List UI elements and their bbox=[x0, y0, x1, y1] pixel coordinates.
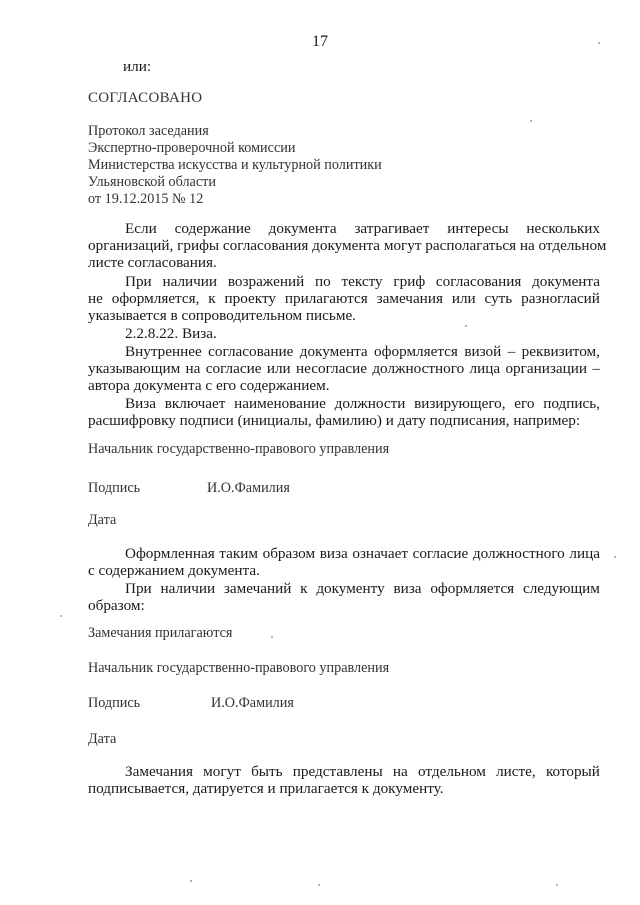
scan-speck bbox=[530, 120, 532, 122]
scan-speck bbox=[614, 556, 616, 558]
scan-speck bbox=[271, 636, 273, 638]
paragraph-3-line-1: Внутреннее согласование документа оформляется визой – реквизитом, bbox=[125, 343, 600, 360]
section-heading: 2.2.8.22. Виза. bbox=[125, 325, 217, 342]
example-1-signature-label: Подпись bbox=[88, 480, 141, 496]
scan-speck bbox=[598, 42, 600, 44]
example-2-signer-name: И.О.Фамилия bbox=[211, 695, 294, 711]
example-1-signer-name: И.О.Фамилия bbox=[207, 480, 290, 496]
paragraph-3-line-2: указывающим на согласие или несогласие должностного лица организации – bbox=[88, 360, 600, 377]
or-label: или: bbox=[123, 58, 152, 75]
example-2-signature-label: Подпись bbox=[88, 695, 141, 711]
approval-stamp-header: СОГЛАСОВАНО bbox=[88, 90, 203, 106]
scan-speck bbox=[556, 884, 558, 886]
paragraph-1-line-3: листе согласования. bbox=[88, 254, 217, 271]
protocol-line-1: Протокол заседания bbox=[88, 123, 209, 139]
paragraph-4-line-1: Виза включает наименование должности визирующего, его подпись, bbox=[125, 395, 600, 412]
scan-speck bbox=[318, 884, 320, 886]
paragraph-7-line-1: Замечания могут быть представлены на отдельном листе, который bbox=[125, 763, 600, 780]
example-2-date-label: Дата bbox=[88, 731, 117, 747]
scan-speck bbox=[465, 325, 467, 327]
protocol-line-4: Ульяновской области bbox=[88, 174, 216, 190]
example-2-remarks: Замечания прилагаются bbox=[88, 625, 233, 641]
scan-speck bbox=[190, 880, 192, 882]
paragraph-2-line-2: не оформляется, к проекту прилагаются замечания или суть разногласий bbox=[88, 290, 600, 307]
protocol-line-2: Экспертно-проверочной комиссии bbox=[88, 140, 296, 156]
paragraph-6-line-1: При наличии замечаний к документу виза оформляется следующим bbox=[125, 580, 600, 597]
protocol-line-5: от 19.12.2015 № 12 bbox=[88, 191, 204, 207]
protocol-line-3: Министерства искусства и культурной политики bbox=[88, 157, 382, 173]
scan-speck bbox=[60, 615, 62, 617]
paragraph-4-line-2: расшифровку подписи (инициалы, фамилию) и дату подписания, например: bbox=[88, 412, 581, 429]
paragraph-2-line-1: При наличии возражений по тексту гриф согласования документа bbox=[125, 273, 600, 290]
example-1-date-label: Дата bbox=[88, 512, 117, 528]
paragraph-7-line-2: подписывается, датируется и прилагается к документу. bbox=[88, 780, 444, 797]
page-number: 17 bbox=[312, 33, 328, 50]
paragraph-3-line-3: автора документа с его содержанием. bbox=[88, 377, 330, 394]
paragraph-1-line-2: организаций, грифы согласования документа могут располагаться на отдельном bbox=[88, 237, 607, 254]
paragraph-5-line-2: с содержанием документа. bbox=[88, 562, 260, 579]
example-2-position: Начальник государственно-правового управления bbox=[88, 660, 390, 676]
paragraph-2-line-3: указывается в сопроводительном письме. bbox=[88, 307, 356, 324]
paragraph-1-line-1: Если содержание документа затрагивает интересы нескольких bbox=[125, 220, 600, 237]
paragraph-5-line-1: Оформленная таким образом виза означает согласие должностного лица bbox=[125, 545, 600, 562]
paragraph-6-line-2: образом: bbox=[88, 597, 145, 614]
example-1-position: Начальник государственно-правового управления bbox=[88, 441, 390, 457]
